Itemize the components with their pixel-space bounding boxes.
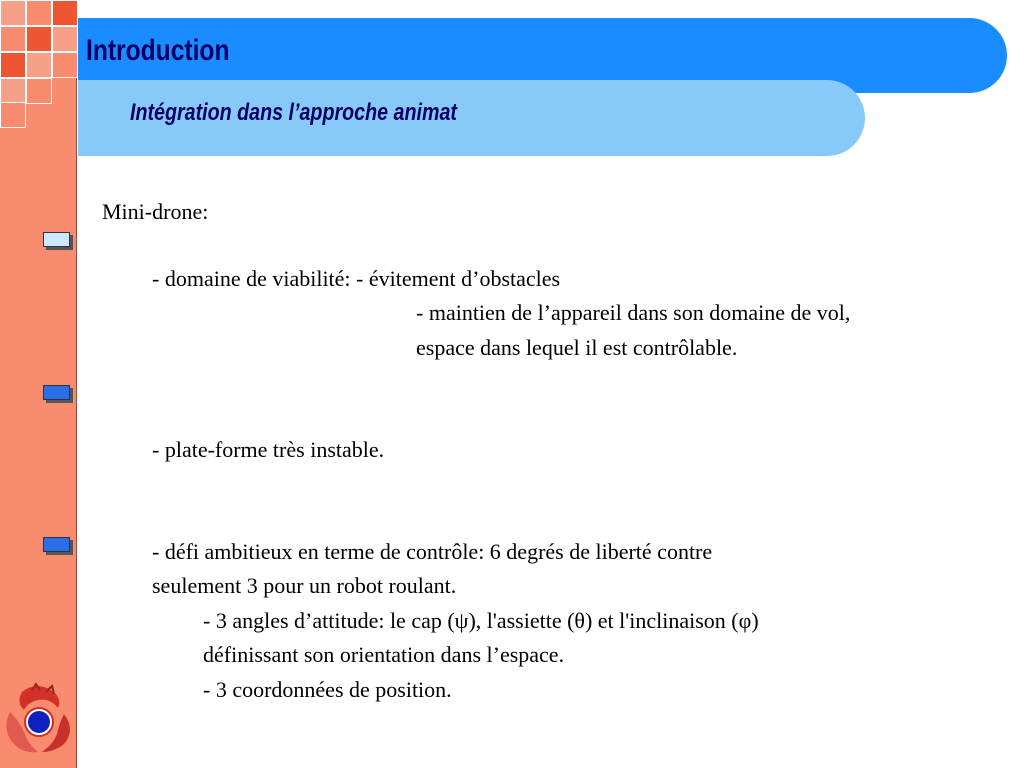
content-line: - 3 coordonnées de position. (203, 677, 452, 702)
content-line: espace dans lequel il est contrôlable. (416, 335, 738, 360)
content-line: - plate-forme très instable. (152, 437, 385, 462)
content-line: - 3 angles d’attitude: le cap (ψ), l'assiette (θ) et l'inclinaison (φ) (203, 608, 759, 633)
content-line: - domaine de viabilité: - évitement d’obstacles (152, 266, 561, 291)
logo-icon (2, 682, 76, 754)
square-bullet-icon (43, 232, 72, 249)
slide-title: Introduction (86, 34, 230, 67)
square-bullet-icon (43, 385, 72, 402)
square-bullet-icon (43, 537, 72, 554)
content-line: - défi ambitieux en terme de contrôle: 6 degrés de liberté contre (152, 539, 713, 564)
slide-subtitle: Intégration dans l’approche animat (130, 99, 457, 126)
content-line: seulement 3 pour un robot roulant. (152, 573, 457, 598)
content-heading: Mini-drone: (102, 199, 209, 224)
content-line: - maintien de l’appareil dans son domaine de vol, (416, 300, 851, 325)
content-line: définissant son orientation dans l’espace. (203, 642, 565, 667)
corner-grid-decoration (0, 0, 78, 128)
